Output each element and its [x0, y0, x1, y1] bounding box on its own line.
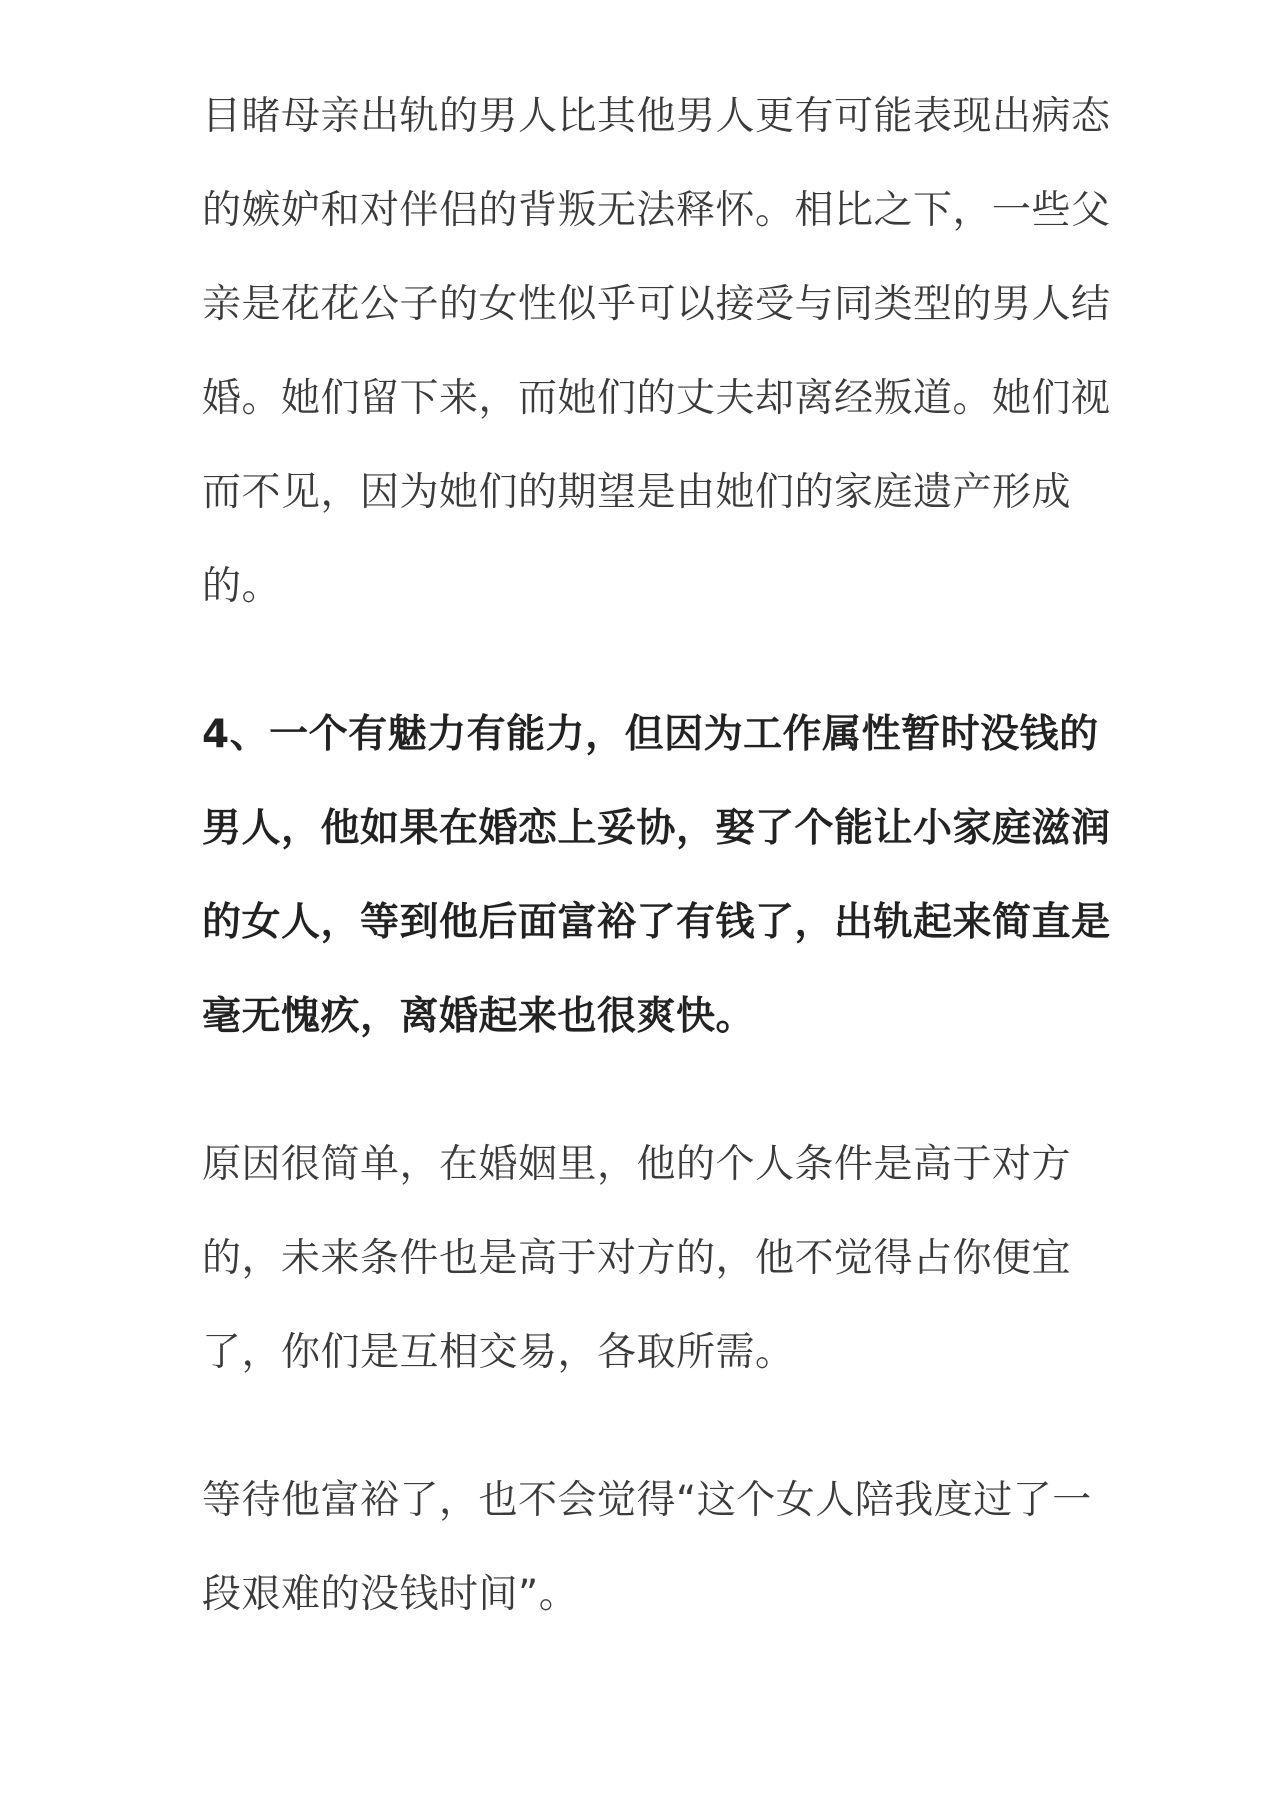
text-line: 段艰难的没钱时间”。	[202, 1572, 579, 1617]
text-line: 亲是花花公子的女性似乎可以接受与同类型的男人结	[202, 282, 1111, 327]
bold-text-line: 毫无愧疚，离婚起来也很爽快。	[202, 994, 756, 1039]
paragraph-4	[202, 1454, 1092, 1642]
text-line: 原因很简单，在婚姻里，他的个人条件是高于对方	[202, 1142, 1072, 1187]
bold-text-line: 4、一个有魅力有能力，但因为工作属性暂时没钱的	[202, 712, 1099, 757]
text-line: 而不见，因为她们的期望是由她们的家庭遗产形成	[202, 470, 1072, 515]
text-line: 的。	[202, 564, 282, 609]
text-line: 等待他富裕了，也不会觉得“这个女人陪我度过了一	[202, 1478, 1092, 1523]
bold-text-line: 男人，他如果在婚恋上妥协，娶了个能让小家庭滋润	[202, 806, 1111, 851]
text-line: 的嫉妒和对伴侣的背叛无法释怀。相比之下，一些父	[202, 188, 1111, 233]
text-line: 了，你们是互相交易，各取所需。	[202, 1330, 795, 1375]
paragraph-1	[202, 70, 1111, 634]
bold-text-line: 的女人，等到他后面富裕了有钱了，出轨起来简直是	[202, 900, 1111, 945]
article-body	[202, 70, 1111, 1642]
paragraph-2-heading	[202, 688, 1111, 1064]
text-line: 的，未来条件也是高于对方的，他不觉得占你便宜	[202, 1236, 1072, 1281]
paragraph-3	[202, 1118, 1082, 1400]
text-line: 目睹母亲出轨的男人比其他男人更有可能表现出病态	[202, 94, 1111, 139]
text-line: 婚。她们留下来，而她们的丈夫却离经叛道。她们视	[202, 376, 1111, 421]
